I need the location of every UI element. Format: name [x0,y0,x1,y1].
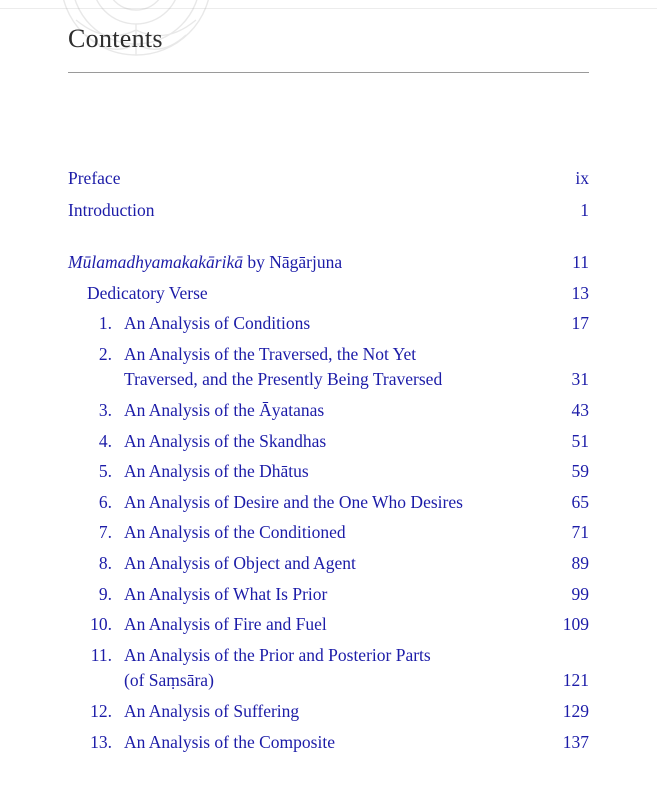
toc-entry-page: 31 [571,369,589,389]
toc-entry-title: Dedicatory Verse [87,283,208,303]
chapter-number: 5. [98,461,112,481]
chapter-title: An Analysis of the Āyatanas [124,400,325,420]
chapter-title: An Analysis of the Composite [124,732,335,752]
chapter-number: 2. [98,344,112,364]
chapter-number: 10. [90,614,112,634]
work-title-italic: Mūlamadhyamakakārikā [68,252,243,272]
chapter-number: 12. [90,701,112,721]
chapter-title: An Analysis of the Skandhas [124,431,327,451]
toc-entry-page: 59 [571,461,589,481]
chapter-number: 1. [98,313,112,333]
page-title: Contents [68,24,163,53]
chapter-title: An Analysis of Conditions [124,313,311,333]
toc-entry-page: 13 [571,283,589,303]
chapter-number: 9. [98,584,112,604]
chapter-title-continued: (of Saṃsāra) [124,670,214,690]
toc-entry-page: 1 [580,200,589,220]
toc-chapter-2[interactable] [0,342,657,392]
toc-entry-title: Preface [68,168,121,188]
toc-entry-page: 99 [571,584,589,604]
chapter-title: An Analysis of Object and Agent [124,553,356,573]
toc-entry-page: 89 [571,553,589,573]
toc-entry-page: 51 [571,431,589,451]
toc-entry-page: 11 [572,252,589,272]
chapter-title: An Analysis of the Prior and Posterior Parts [124,645,431,665]
chapter-title: An Analysis of the Dhātus [124,461,309,481]
chapter-title: An Analysis of Suffering [124,701,300,721]
chapter-title: An Analysis of Fire and Fuel [124,614,327,634]
toc-entry-page: 65 [571,492,589,512]
chapter-title: An Analysis of the Traversed, the Not Yet [124,344,417,364]
toc-entry-page: 17 [571,313,589,333]
toc-entry-title [68,250,342,275]
chapter-title: An Analysis of What Is Prior [124,584,328,604]
toc-chapter-11[interactable] [0,643,657,693]
toc-entry-page: 71 [571,522,589,542]
chapter-number: 8. [98,553,112,573]
chapter-title: An Analysis of Desire and the One Who Desires [124,492,463,512]
chapter-number: 7. [98,522,112,542]
chapter-number: 3. [98,400,112,420]
chapter-title: An Analysis of the Conditioned [124,522,346,542]
toc-entry-page: 109 [562,614,589,634]
work-title-author: by Nāgārjuna [242,252,343,272]
toc-entry-title: Introduction [68,200,155,220]
chapter-number: 13. [90,732,112,752]
toc-entry-page: 129 [562,701,589,721]
chapter-number: 11. [90,645,112,665]
chapter-number: 6. [98,492,112,512]
toc-entry-page: 137 [562,732,589,752]
chapter-number: 4. [98,431,112,451]
chapter-title-continued: Traversed, and the Presently Being Traversed [124,369,443,389]
toc-entry-page: ix [575,168,589,188]
toc-entry-page: 121 [562,670,589,690]
toc-entry-page: 43 [571,400,589,420]
